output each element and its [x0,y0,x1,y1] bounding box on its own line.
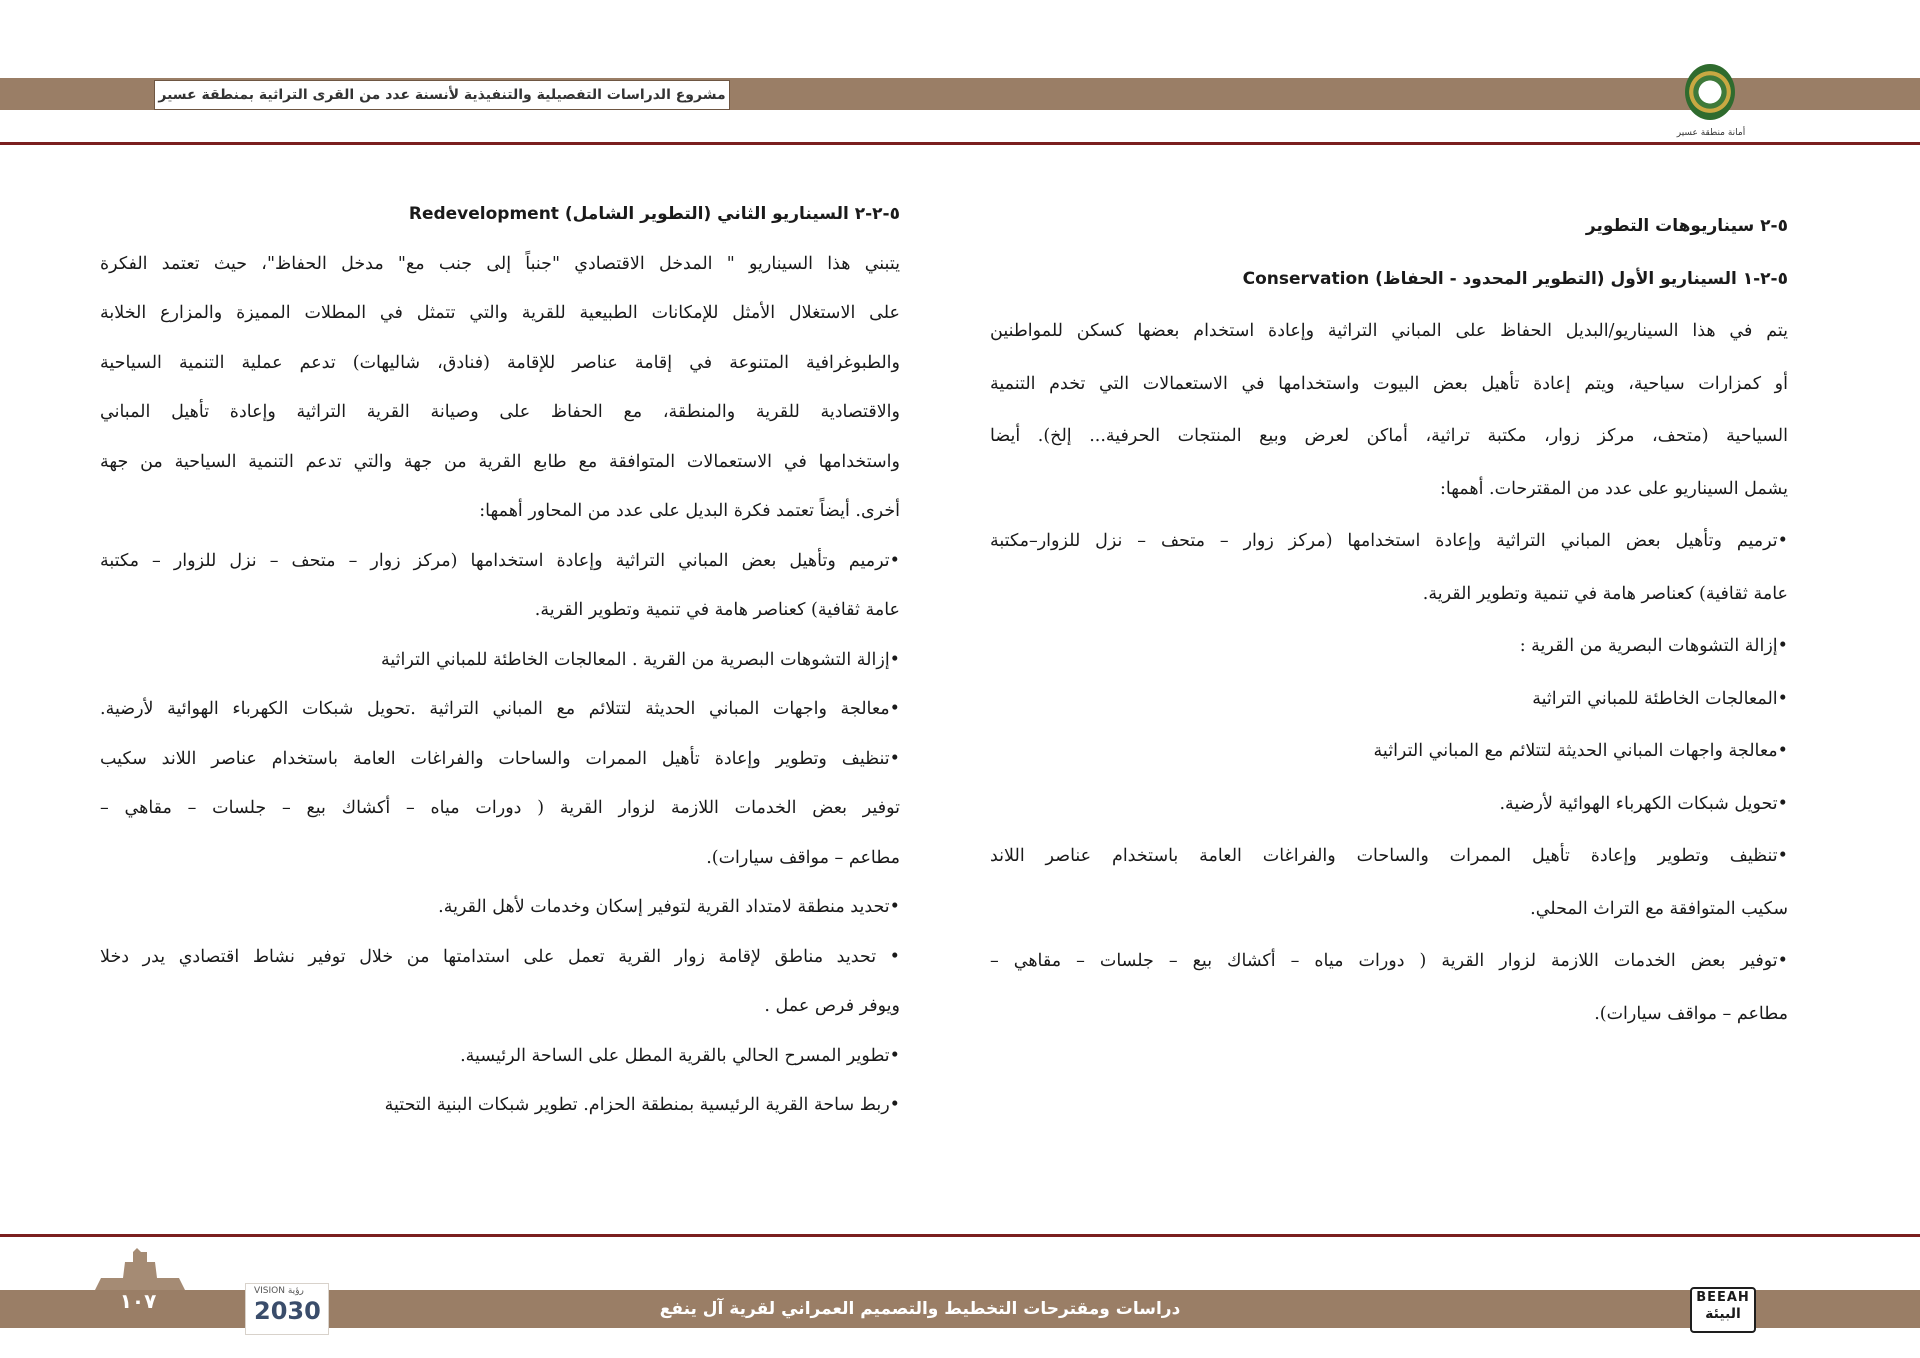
beeah-logo: BEEAH البيئة [1690,1287,1756,1333]
bullet-line: • تحديد مناطق لإقامة زوار القرية تعمل على استدامتها من خلال توفير نشاط اقتصادي يدر دخلا [100,946,900,967]
bullet-line: •تنظيف وتطوير وإعادة تأهيل الممرات والساحات والفراغات العامة باستخدام عناصر اللاند [990,846,1788,866]
bullet-line: •ربط ساحة القرية الرئيسية بمنطقة الحزام. تطوير شبكات البنية التحتية [384,1095,900,1115]
bullet-line: •معالجة واجهات المباني الحديثة لتتلائم مع المباني التراثية [1373,741,1788,761]
bullet-line: ويوفر فرص عمل . [764,996,900,1016]
scenario2-heading: ٥-٢-٢ السيناريو الثاني (التطوير الشامل) Redevelopment [408,204,900,224]
bullet-line: •المعالجات الخاطئة للمباني التراثية [1532,688,1788,709]
page-number: ١٠٧ [119,1289,157,1313]
paragraph-line: يشمل السيناريو على عدد من المقترحات. أهمها: [1439,478,1788,499]
header-divider [0,142,1920,145]
paragraph-line: والطبوغرافية المتنوعة في إقامة عناصر للإقامة (فنادق، شاليهات) تدعم عملية التنمية السياحية [100,352,900,373]
bullet-line: عامة ثقافية) كعناصر هامة في تنمية وتطوير القرية. [534,600,900,620]
bullet-line: •توفير بعض الخدمات اللازمة لزوار القرية ( دورات مياه – أكشاك بيع – جلسات – مقاهي – [990,951,1788,971]
bullet-line: مطاعم – مواقف سيارات). [1594,1003,1788,1024]
bullet-line: عامة ثقافية) كعناصر هامة في تنمية وتطوير القرية. [1422,583,1788,604]
paragraph-line: يتبني هذا السيناريو " المدخل الاقتصادي "جنباً إلى جنب مع" مدخل الحفاظ"، حيث تعتمد الفكرة [100,253,900,274]
bullet-line: •تحويل شبكات الكهرباء الهوائية لأرضية. [1499,793,1788,814]
paragraph-line: والاقتصادية للقرية والمنطقة، مع الحفاظ على وصيانة القرية التراثية وإعادة تأهيل المباني [100,402,900,422]
bullet-line: •إزالة التشوهات البصرية من القرية . المعالجات الخاطئة للمباني التراثية [381,649,900,670]
municipality-seal-icon [1685,64,1735,120]
header-title: مشروع الدراسات التفصيلية والتنفيذية لأنسنة عدد من القرى التراثية بمنطقة عسير [154,80,730,110]
bullet-line: •تحديد منطقة لامتداد القرية لتوفير إسكان وخدمات لأهل القرية. [438,897,900,917]
left-column [100,190,900,1131]
scenario1-heading: ٥-٢-١ السيناريو الأول (التطوير المحدود - الحفاظ) Conservation [1242,268,1788,289]
bullet-line: •تطوير المسرح الحالي بالقرية المطل على الساحة الرئيسية. [460,1045,900,1066]
bullet-line: •معالجة واجهات المباني الحديثة لتتلائم مع المباني التراثية .تحويل شبكات الكهرباء الهوائية لأرضية. [100,699,900,719]
logo-caption: أمانة منطقة عسير [1676,128,1746,138]
paragraph-line: أخرى. أيضاً تعتمد فكرة البديل على عدد من المحاور أهمها: [479,501,900,521]
bullet-line: •إزالة التشوهات البصرية من القرية : [1519,636,1788,656]
right-column [990,200,1788,1040]
paragraph-line: واستخدامها في الاستعمالات المتوافقة مع طابع القرية من جهة والتي تدعم التنمية السياحية من جهة [100,451,900,472]
paragraph-line: على الاستغلال الأمثل للإمكانات الطبيعية للقرية والتي تتمثل في المطلات المميزة والمزارع الخلابة [100,303,900,323]
footer-title: دراسات ومقترحات التخطيط والتصميم العمراني لقرية آل ينفع [659,1299,1181,1319]
paragraph-line: السياحية (متحف، مركز زوار، مكتبة تراثية، أماكن لعرض وبيع المنتجات الحرفية... إلخ). أيضا [990,426,1788,446]
bullet-line: •تنظيف وتطوير وإعادة تأهيل الممرات والساحات والفراغات العامة باستخدام عناصر اللاند سكيب [100,748,900,769]
bullet-line: •ترميم وتأهيل بعض المباني التراثية وإعادة استخدامها (مركز زوار – متحف – نزل للزوار – مكتبة [100,550,900,571]
vision-2030-logo: VISION رؤية 2030 [245,1283,329,1335]
bullet-line: •ترميم وتأهيل بعض المباني التراثية وإعادة استخدامها (مركز زوار – متحف – نزل للزوار–مكتبة [990,531,1788,551]
paragraph-line: يتم في هذا السيناريو/البديل الحفاظ على المباني التراثية وإعادة استخدام بعضها كسكن للمواطنين [990,321,1788,341]
heritage-tower-icon [95,1244,185,1290]
paragraph-line: أو كمزارات سياحية، ويتم إعادة تأهيل بعض البيوت واستخدامها في الاستعمالات التي تخدم التنمية [990,373,1788,394]
footer-divider [0,1234,1920,1237]
bullet-line: مطاعم – مواقف سيارات). [706,847,900,868]
bullet-line: سكيب المتوافقة مع التراث المحلي. [1530,898,1788,919]
bullet-line: توفير بعض الخدمات اللازمة لزوار القرية ( دورات مياه – أكشاك بيع – جلسات – مقاهي – [100,798,900,818]
section-heading: ٥-٢ سيناريوهات التطوير [1585,216,1788,236]
